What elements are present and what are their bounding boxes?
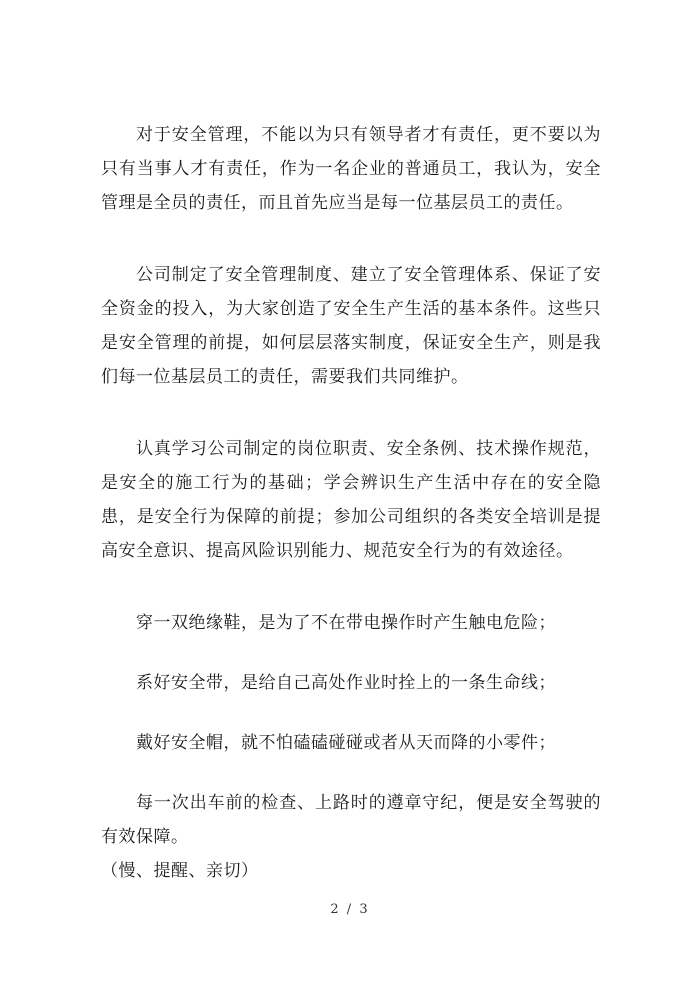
closing-note: （慢、提醒、亲切）: [101, 861, 259, 881]
paragraph-insulated-shoes: 穿一双绝缘鞋，是为了不在带电操作时产生触电危险；: [136, 613, 556, 633]
document-body: [101, 118, 601, 888]
paragraph-safety-responsibility: 对于安全管理，不能以为只有领导者才有责任，更不要以为只有当事人才有责任，作为一名企业的普通员工，我认为，安全管理是全员的责任，而且首先应当是每一位基层员工的责任。: [101, 125, 601, 213]
paragraph-safe-driving: 每一次出车前的检查、上路时的遵章守纪，便是安全驾驶的有效保障。: [101, 793, 601, 847]
paragraph-safety-belt: 系好安全带，是给自己高处作业时拴上的一条生命线；: [136, 673, 556, 693]
page-number: 2 / 3: [330, 902, 370, 917]
paragraph-learning-training: 认真学习公司制定的岗位职责、安全条例、技术操作规范，是安全的施工行为的基础；学会辨识生产生活中存在的安全隐患，是安全行为保障的前提；参加公司组织的各类安全培训是提高安全意识、提高风险识别能力、规范安全行为的有效途径。: [101, 439, 601, 561]
paragraph-company-system: 公司制定了安全管理制度、建立了安全管理体系、保证了安全资金的投入，为大家创造了安全生产生活的基本条件。这些只是安全管理的前提，如何层层落实制度，保证安全生产，则是我们每一位基层员工的责任，需要我们共同维护。: [101, 265, 601, 387]
paragraph-safety-helmet: 戴好安全帽，就不怕磕磕碰碰或者从天而降的小零件；: [136, 733, 556, 753]
